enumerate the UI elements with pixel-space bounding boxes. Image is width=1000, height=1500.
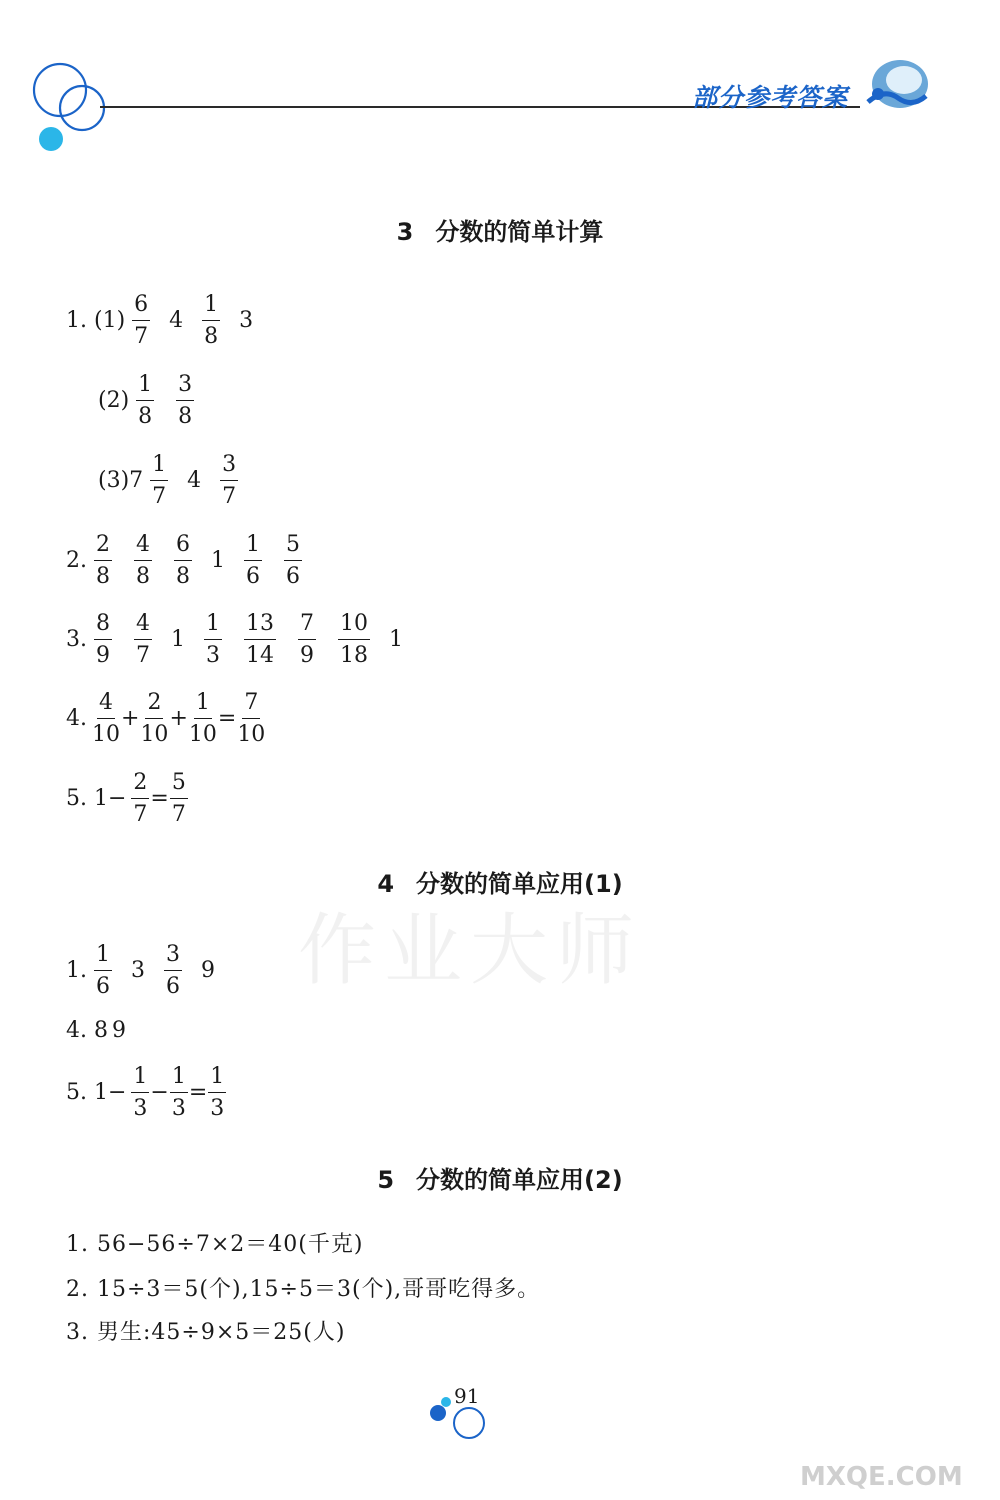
answer-line: [66, 611, 419, 668]
section-5-number: 5: [377, 1166, 395, 1194]
answer-line: [66, 532, 321, 589]
section-5-title: [0, 1160, 1000, 1195]
answer-line: [98, 452, 257, 509]
denominator: 6: [96, 974, 110, 999]
denominator: 3: [171, 1096, 186, 1121]
denominator: 8: [138, 404, 153, 429]
fraction: [284, 531, 302, 591]
answer-line: [66, 1064, 227, 1121]
answer-label: 4.: [66, 706, 87, 731]
answer-value: 9: [111, 1018, 126, 1043]
denominator: 8: [176, 564, 190, 589]
numerator: 3: [176, 371, 194, 401]
numerator: 7: [242, 689, 260, 719]
denominator: 7: [133, 802, 148, 827]
denominator: 7: [171, 802, 186, 827]
answer-item: [173, 371, 197, 431]
fraction: [204, 610, 222, 670]
fraction: [176, 371, 194, 431]
answer-item: [239, 307, 253, 335]
numerator: 1: [131, 1063, 149, 1093]
section-4-heading: 分数的简单应用(1): [416, 870, 623, 898]
answer-item: [241, 610, 279, 670]
watermark-stamp: 作业大师: [298, 906, 643, 996]
denominator: 6: [246, 564, 260, 589]
fraction: [92, 689, 120, 749]
section-3-title: [0, 212, 1000, 247]
denominator: 3: [133, 1096, 148, 1121]
section-5-answer-3: 3. 男生:45÷9×5＝25(人): [66, 1320, 346, 1345]
fraction: [202, 291, 220, 351]
numerator: 13: [244, 610, 276, 640]
answer-item: [129, 291, 153, 351]
answer-line: [98, 372, 213, 429]
fraction: [132, 291, 150, 351]
numerator: 10: [338, 610, 370, 640]
denominator: 9: [300, 643, 314, 668]
answer-value: 4: [187, 468, 202, 493]
answer-item: [91, 531, 115, 591]
answer-label: 5. 1−: [66, 786, 127, 811]
answer-value: 3: [239, 308, 254, 333]
fraction: [244, 610, 276, 670]
answer-value: 1: [171, 627, 185, 652]
section-3-number: 3: [396, 218, 414, 246]
answer-item: [91, 610, 115, 670]
answer-label: 1. (1): [66, 308, 126, 333]
operator: +: [121, 706, 140, 731]
answer-label: (2): [98, 388, 130, 413]
numerator: 5: [170, 769, 188, 799]
fraction: [94, 941, 112, 1001]
answer-item: [112, 1017, 126, 1045]
operator: =: [188, 1080, 208, 1105]
fraction: [131, 769, 149, 829]
denominator: 18: [340, 643, 368, 668]
fraction: [170, 1063, 188, 1123]
answer-item: [91, 941, 115, 1001]
fraction: [134, 531, 152, 591]
denominator: 8: [178, 404, 193, 429]
header-circles-decoration: [20, 60, 120, 160]
operator: =: [150, 786, 169, 811]
answer-line: [66, 292, 269, 349]
numerator: 2: [94, 531, 112, 561]
numerator: 1: [94, 941, 112, 971]
fraction: [134, 610, 152, 670]
answer-line: [66, 690, 266, 747]
fraction: [140, 689, 168, 749]
answer-item: [161, 941, 185, 1001]
answer-item: [295, 610, 319, 670]
answer-item: [171, 531, 195, 591]
header-title: 部分参考答案: [692, 83, 849, 112]
answer-label: (3)7: [98, 468, 144, 493]
section-3-heading: 分数的简单计算: [435, 218, 604, 246]
answer-item: [199, 291, 223, 351]
fraction: [237, 689, 265, 749]
numerator: 1: [202, 291, 220, 321]
answer-item: [131, 531, 155, 591]
answer-item: [171, 626, 185, 654]
denominator: 7: [136, 643, 150, 668]
page-number: 91: [454, 1384, 480, 1408]
denominator: 10: [237, 722, 266, 747]
fraction: [189, 689, 217, 749]
numerator: 4: [134, 531, 152, 561]
fraction: [244, 531, 262, 591]
fraction: [94, 610, 112, 670]
answer-line: [66, 1006, 142, 1056]
numerator: 2: [131, 769, 149, 799]
operator: +: [169, 706, 188, 731]
denominator: 6: [286, 564, 300, 589]
numerator: 5: [284, 531, 302, 561]
watermark-site: MXQE.COM: [800, 1462, 963, 1492]
answer-value: 3: [131, 958, 145, 983]
numerator: 2: [145, 689, 163, 719]
denominator: 7: [152, 484, 167, 509]
section-4-number: 4: [377, 870, 395, 898]
answer-label: 5. 1−: [66, 1080, 127, 1105]
answer-item: [201, 610, 225, 670]
numerator: 8: [94, 610, 112, 640]
answer-item: [201, 957, 215, 985]
section-5-heading: 分数的简单应用(2): [416, 1166, 623, 1194]
denominator: 10: [92, 722, 120, 747]
operator: −: [150, 1080, 169, 1105]
denominator: 10: [140, 722, 169, 747]
numerator: 7: [298, 610, 316, 640]
numerator: 1: [170, 1063, 188, 1093]
answer-line: [66, 942, 231, 999]
fraction: [298, 610, 316, 670]
answer-item: [281, 531, 305, 591]
answer-item: [335, 610, 373, 670]
fraction: [150, 451, 168, 511]
numerator: 3: [220, 451, 238, 481]
denominator: 10: [188, 722, 217, 747]
fraction: [174, 531, 192, 591]
section-5-answer-2: 2. 15÷3＝5(个),15÷5＝3(个),哥哥吃得多。: [66, 1277, 541, 1302]
section-5-answer-1: 1. 56−56÷7×2＝40(千克): [66, 1232, 364, 1257]
operator: =: [217, 706, 237, 731]
answer-item: [217, 451, 241, 511]
answer-label: 4. 8: [66, 1018, 108, 1043]
answer-item: [133, 371, 157, 431]
denominator: 6: [166, 974, 180, 999]
fraction: [208, 1063, 226, 1123]
denominator: 3: [206, 643, 220, 668]
answer-item: [241, 531, 265, 591]
answer-item: [147, 451, 171, 511]
denominator: 3: [210, 1096, 225, 1121]
answer-value: 1: [211, 548, 225, 573]
answer-item: [187, 467, 201, 495]
numerator: 6: [132, 291, 150, 321]
denominator: 8: [204, 324, 219, 349]
answer-value: 9: [201, 958, 215, 983]
numerator: 1: [194, 689, 212, 719]
denominator: 8: [136, 564, 150, 589]
answer-item: [131, 957, 145, 985]
denominator: 8: [96, 564, 110, 589]
answer-item: [131, 610, 155, 670]
fraction: [164, 941, 182, 1001]
numerator: 6: [174, 531, 192, 561]
denominator: 14: [246, 643, 274, 668]
numerator: 4: [134, 610, 152, 640]
answer-label: 2.: [66, 548, 87, 573]
answer-value: 4: [169, 308, 184, 333]
numerator: 1: [150, 451, 168, 481]
numerator: 1: [208, 1063, 226, 1093]
numerator: 4: [97, 689, 115, 719]
answer-label: 1.: [66, 958, 87, 983]
denominator: 7: [134, 324, 149, 349]
answer-item: [169, 307, 183, 335]
numerator: 1: [204, 610, 222, 640]
fraction: [136, 371, 154, 431]
fraction: [94, 531, 112, 591]
fraction: [220, 451, 238, 511]
answer-item: [389, 626, 403, 654]
fraction: [338, 610, 370, 670]
header-logo-icon: [864, 58, 930, 110]
answer-item: [211, 547, 225, 575]
answer-label: 3.: [66, 627, 87, 652]
numerator: 1: [244, 531, 262, 561]
denominator: 9: [96, 643, 110, 668]
answer-line: [66, 770, 189, 827]
denominator: 7: [222, 484, 237, 509]
numerator: 1: [136, 371, 154, 401]
numerator: 3: [164, 941, 182, 971]
fraction: [170, 769, 188, 829]
answer-value: 1: [389, 627, 403, 652]
fraction: [131, 1063, 149, 1123]
